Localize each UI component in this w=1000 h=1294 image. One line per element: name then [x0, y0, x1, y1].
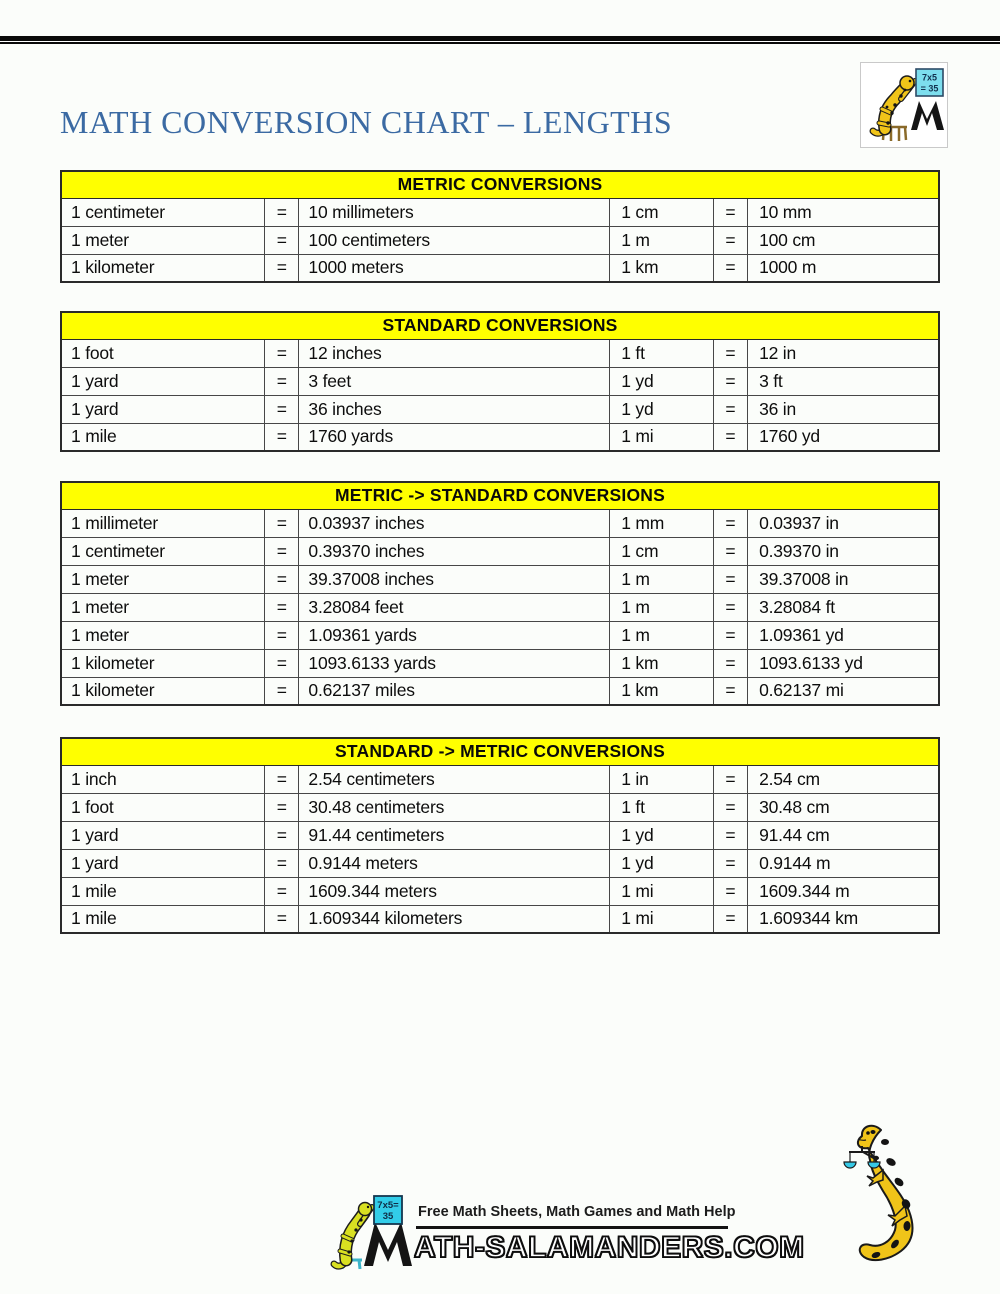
standard-conversions-table [60, 311, 940, 452]
unit-value-cell: 0.39370 inches [299, 537, 610, 565]
unit-name-cell: 1 mile [61, 423, 265, 451]
unit-abbr-cell: 1 m [610, 593, 714, 621]
unit-value-cell: 1093.6133 yards [299, 649, 610, 677]
unit-abbr-value-cell: 39.37008 in [748, 565, 939, 593]
unit-abbr-cell: 1 m [610, 226, 714, 254]
unit-value-cell: 2.54 centimeters [299, 765, 610, 793]
table-header: METRIC -> STANDARD CONVERSIONS [61, 482, 939, 509]
unit-name-cell: 1 meter [61, 565, 265, 593]
unit-abbr-value-cell: 10 mm [748, 198, 939, 226]
board-answer-text: = 35 [920, 83, 939, 94]
unit-abbr-cell: 1 yd [610, 849, 714, 877]
salamander-with-scale-icon [843, 1114, 955, 1269]
table-body [61, 509, 939, 705]
unit-value-cell: 36 inches [299, 395, 610, 423]
equals-sign: = [713, 509, 747, 537]
table-row [61, 877, 939, 905]
table-row [61, 621, 939, 649]
unit-abbr-cell: 1 m [610, 621, 714, 649]
equals-sign: = [265, 821, 299, 849]
equals-sign: = [713, 537, 747, 565]
equals-sign: = [265, 254, 299, 282]
unit-abbr-cell: 1 yd [610, 395, 714, 423]
unit-abbr-cell: 1 in [610, 765, 714, 793]
equals-sign: = [713, 765, 747, 793]
equals-sign: = [265, 565, 299, 593]
unit-abbr-value-cell: 100 cm [748, 226, 939, 254]
unit-value-cell: 100 centimeters [299, 226, 610, 254]
table-body [61, 765, 939, 933]
equals-sign: = [713, 367, 747, 395]
equals-sign: = [265, 423, 299, 451]
unit-value-cell: 1760 yards [299, 423, 610, 451]
unit-value-cell: 12 inches [299, 339, 610, 367]
footer-divider [416, 1226, 728, 1229]
unit-abbr-cell: 1 cm [610, 537, 714, 565]
unit-name-cell: 1 foot [61, 339, 265, 367]
equals-sign: = [713, 821, 747, 849]
table-row [61, 537, 939, 565]
equals-sign: = [713, 593, 747, 621]
unit-name-cell: 1 centimeter [61, 537, 265, 565]
unit-value-cell: 1000 meters [299, 254, 610, 282]
equals-sign: = [713, 198, 747, 226]
unit-abbr-cell: 1 yd [610, 821, 714, 849]
unit-abbr-value-cell: 1760 yd [748, 423, 939, 451]
unit-abbr-cell: 1 mi [610, 905, 714, 933]
equals-sign: = [265, 593, 299, 621]
equals-sign: = [265, 877, 299, 905]
unit-name-cell: 1 yard [61, 367, 265, 395]
table-row [61, 649, 939, 677]
unit-abbr-value-cell: 1.09361 yd [748, 621, 939, 649]
equals-sign: = [713, 226, 747, 254]
table-body [61, 198, 939, 282]
footer-site-name: ATH-SALAMANDERS.COM [414, 1231, 805, 1264]
table-row [61, 509, 939, 537]
table-row [61, 905, 939, 933]
logo-letter-m [911, 101, 944, 130]
table-header: METRIC CONVERSIONS [61, 171, 939, 198]
unit-abbr-cell: 1 yd [610, 367, 714, 395]
equals-sign: = [713, 621, 747, 649]
table-row [61, 423, 939, 451]
unit-value-cell: 1.09361 yards [299, 621, 610, 649]
unit-abbr-value-cell: 0.39370 in [748, 537, 939, 565]
equals-sign: = [713, 565, 747, 593]
site-logo-box [860, 62, 948, 148]
unit-abbr-value-cell: 12 in [748, 339, 939, 367]
unit-value-cell: 30.48 centimeters [299, 793, 610, 821]
unit-abbr-value-cell: 1609.344 m [748, 877, 939, 905]
unit-value-cell: 91.44 centimeters [299, 821, 610, 849]
table-row [61, 821, 939, 849]
equals-sign: = [713, 254, 747, 282]
footer-tagline: Free Math Sheets, Math Games and Math Help [418, 1204, 736, 1220]
unit-name-cell: 1 kilometer [61, 677, 265, 705]
equals-sign: = [713, 649, 747, 677]
footer-board-problem-text: 7x5= [377, 1200, 399, 1211]
table-row [61, 565, 939, 593]
unit-abbr-cell: 1 km [610, 254, 714, 282]
equals-sign: = [265, 905, 299, 933]
unit-abbr-value-cell: 30.48 cm [748, 793, 939, 821]
unit-name-cell: 1 meter [61, 621, 265, 649]
unit-abbr-value-cell: 36 in [748, 395, 939, 423]
table-row [61, 395, 939, 423]
unit-abbr-value-cell: 3 ft [748, 367, 939, 395]
footer-letter-m [364, 1222, 412, 1266]
table-row [61, 793, 939, 821]
equals-sign: = [265, 198, 299, 226]
unit-name-cell: 1 mile [61, 877, 265, 905]
unit-value-cell: 39.37008 inches [299, 565, 610, 593]
unit-name-cell: 1 yard [61, 821, 265, 849]
table-header: STANDARD CONVERSIONS [61, 312, 939, 339]
footer-brand-block [328, 1194, 805, 1276]
unit-abbr-cell: 1 km [610, 677, 714, 705]
unit-abbr-cell: 1 m [610, 565, 714, 593]
table-body [61, 339, 939, 451]
unit-value-cell: 0.62137 miles [299, 677, 610, 705]
unit-abbr-value-cell: 0.9144 m [748, 849, 939, 877]
equals-sign: = [713, 905, 747, 933]
unit-name-cell: 1 yard [61, 395, 265, 423]
table-header: STANDARD -> METRIC CONVERSIONS [61, 738, 939, 765]
unit-name-cell: 1 mile [61, 905, 265, 933]
footer-board-answer-text: 35 [382, 1211, 394, 1222]
salamander-writing-icon [861, 63, 947, 147]
table-row [61, 226, 939, 254]
unit-value-cell: 3.28084 feet [299, 593, 610, 621]
standard-to-metric-conversions-table [60, 737, 940, 934]
unit-name-cell: 1 inch [61, 765, 265, 793]
unit-name-cell: 1 meter [61, 593, 265, 621]
equals-sign: = [265, 509, 299, 537]
table-row [61, 677, 939, 705]
equals-sign: = [713, 339, 747, 367]
balance-scale-icon [844, 1146, 880, 1168]
unit-abbr-cell: 1 ft [610, 793, 714, 821]
unit-abbr-value-cell: 91.44 cm [748, 821, 939, 849]
table-row [61, 593, 939, 621]
equals-sign: = [265, 649, 299, 677]
equals-sign: = [265, 849, 299, 877]
equals-sign: = [265, 765, 299, 793]
table-row [61, 849, 939, 877]
table-row [61, 339, 939, 367]
unit-abbr-value-cell: 0.62137 mi [748, 677, 939, 705]
unit-value-cell: 10 millimeters [299, 198, 610, 226]
unit-value-cell: 3 feet [299, 367, 610, 395]
equals-sign: = [265, 395, 299, 423]
top-divider [0, 36, 1000, 44]
unit-name-cell: 1 yard [61, 849, 265, 877]
table-row [61, 367, 939, 395]
equals-sign: = [265, 339, 299, 367]
unit-name-cell: 1 kilometer [61, 649, 265, 677]
equals-sign: = [265, 537, 299, 565]
board-problem-text: 7x5 [921, 72, 938, 83]
unit-value-cell: 1.609344 kilometers [299, 905, 610, 933]
unit-name-cell: 1 millimeter [61, 509, 265, 537]
unit-abbr-cell: 1 mi [610, 423, 714, 451]
unit-abbr-value-cell: 1093.6133 yd [748, 649, 939, 677]
equals-sign: = [265, 793, 299, 821]
table-row [61, 765, 939, 793]
unit-abbr-value-cell: 2.54 cm [748, 765, 939, 793]
equals-sign: = [713, 849, 747, 877]
equals-sign: = [265, 367, 299, 395]
unit-name-cell: 1 centimeter [61, 198, 265, 226]
equals-sign: = [713, 423, 747, 451]
unit-abbr-value-cell: 1000 m [748, 254, 939, 282]
equals-sign: = [713, 677, 747, 705]
unit-abbr-value-cell: 3.28084 ft [748, 593, 939, 621]
top-divider-thin-line [0, 42, 1000, 44]
equals-sign: = [713, 395, 747, 423]
unit-name-cell: 1 meter [61, 226, 265, 254]
unit-abbr-cell: 1 km [610, 649, 714, 677]
table-row [61, 254, 939, 282]
equals-sign: = [265, 226, 299, 254]
unit-abbr-value-cell: 0.03937 in [748, 509, 939, 537]
metric-to-standard-conversions-table [60, 481, 940, 706]
equals-sign: = [713, 877, 747, 905]
unit-value-cell: 0.03937 inches [299, 509, 610, 537]
unit-value-cell: 1609.344 meters [299, 877, 610, 905]
unit-value-cell: 0.9144 meters [299, 849, 610, 877]
equals-sign: = [265, 621, 299, 649]
equals-sign: = [713, 793, 747, 821]
unit-abbr-cell: 1 ft [610, 339, 714, 367]
unit-abbr-cell: 1 mm [610, 509, 714, 537]
unit-abbr-cell: 1 cm [610, 198, 714, 226]
unit-abbr-cell: 1 mi [610, 877, 714, 905]
unit-abbr-value-cell: 1.609344 km [748, 905, 939, 933]
page-title: MATH CONVERSION CHART – LENGTHS [60, 104, 673, 140]
metric-conversions-table [60, 170, 940, 283]
unit-name-cell: 1 kilometer [61, 254, 265, 282]
unit-name-cell: 1 foot [61, 793, 265, 821]
equals-sign: = [265, 677, 299, 705]
table-row [61, 198, 939, 226]
